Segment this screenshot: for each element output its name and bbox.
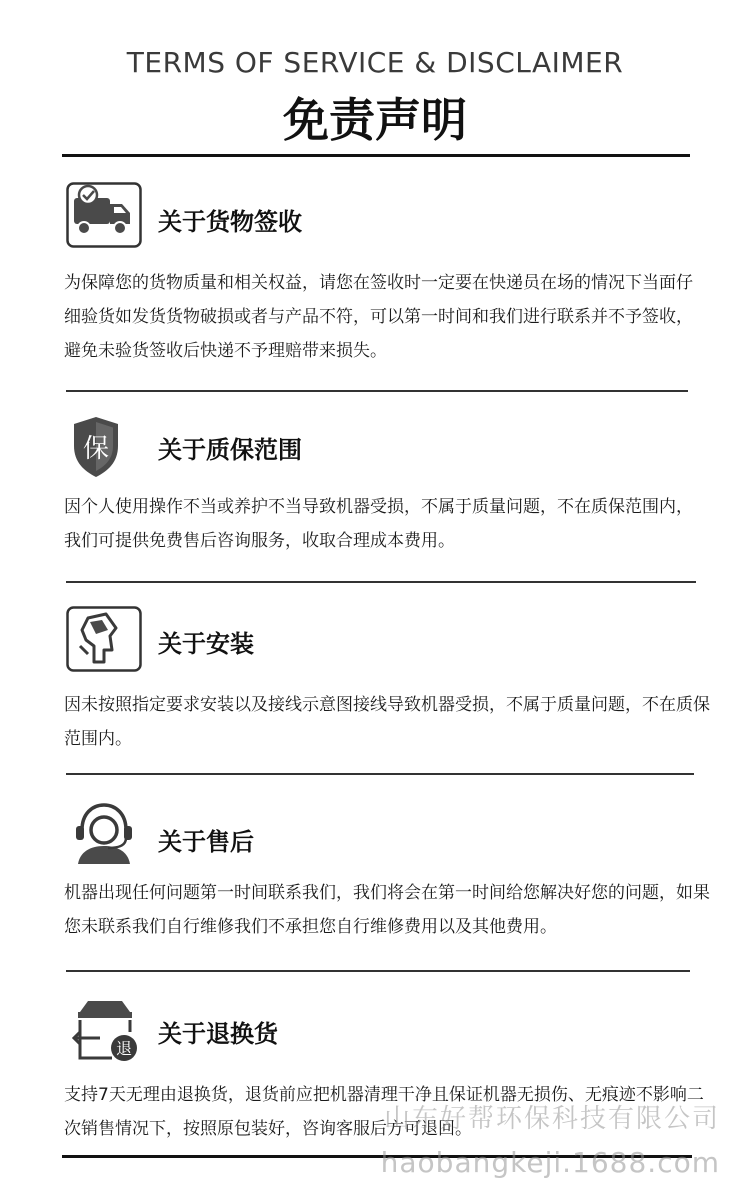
section-title: 关于货物签收: [158, 208, 302, 236]
section-title: 关于售后: [158, 828, 254, 856]
watermark-company: 山东好帮环保科技有限公司: [383, 1104, 720, 1134]
delivery-truck-check-icon: [66, 182, 142, 248]
installation-tool-icon: [66, 606, 142, 672]
customer-service-headset-icon: [66, 800, 142, 866]
section-divider: [66, 581, 696, 583]
section-title: 关于退换货: [158, 1020, 278, 1048]
section-body: 因个人使用操作不当或养护不当导致机器受损，不属于质量问题，不在质保范围内，我们可提供免费售后咨询服务，收取合理成本费用。: [64, 497, 693, 551]
section-body: 支持7天无理由退换货，退货前应把机器清理干净且保证机器无损伤、无痕迹不影响二次销售情况下，按照原包装好，咨询客服后方可退回。: [64, 1085, 704, 1139]
section-body: 为保障您的货物质量和相关权益，请您在签收时一定要在快递员在场的情况下当面仔细验货如发货货物破损或者与产品不符，可以第一时间和我们进行联系并不予签收，避免未验货签收后快递不予理赔带来损失。: [64, 273, 693, 361]
watermark-url: haobangkeji.1688.com: [380, 1146, 720, 1179]
section-body: 机器出现任何问题第一时间联系我们，我们将会在第一时间给您解决好您的问题，如果您未联系我们自行维修我们不承担您自行维修费用以及其他费用。: [64, 883, 710, 937]
section-divider: [66, 773, 694, 775]
section-title: 关于安装: [158, 630, 254, 658]
section-divider: [66, 390, 688, 392]
return-icon-label: 退: [115, 1039, 133, 1058]
top-divider: [62, 154, 690, 157]
title-english: TERMS OF SERVICE & DISCLAIMER: [126, 46, 624, 79]
title-chinese: 免责声明: [283, 93, 467, 147]
return-box-icon: [66, 998, 142, 1064]
section-title: 关于质保范围: [158, 436, 302, 464]
shield-icon-label: 保: [82, 434, 110, 464]
section-divider: [66, 970, 690, 972]
section-body: 因未按照指定要求安装以及接线示意图接线导致机器受损，不属于质量问题，不在质保范围内。: [64, 695, 710, 749]
shield-icon: [66, 414, 142, 480]
